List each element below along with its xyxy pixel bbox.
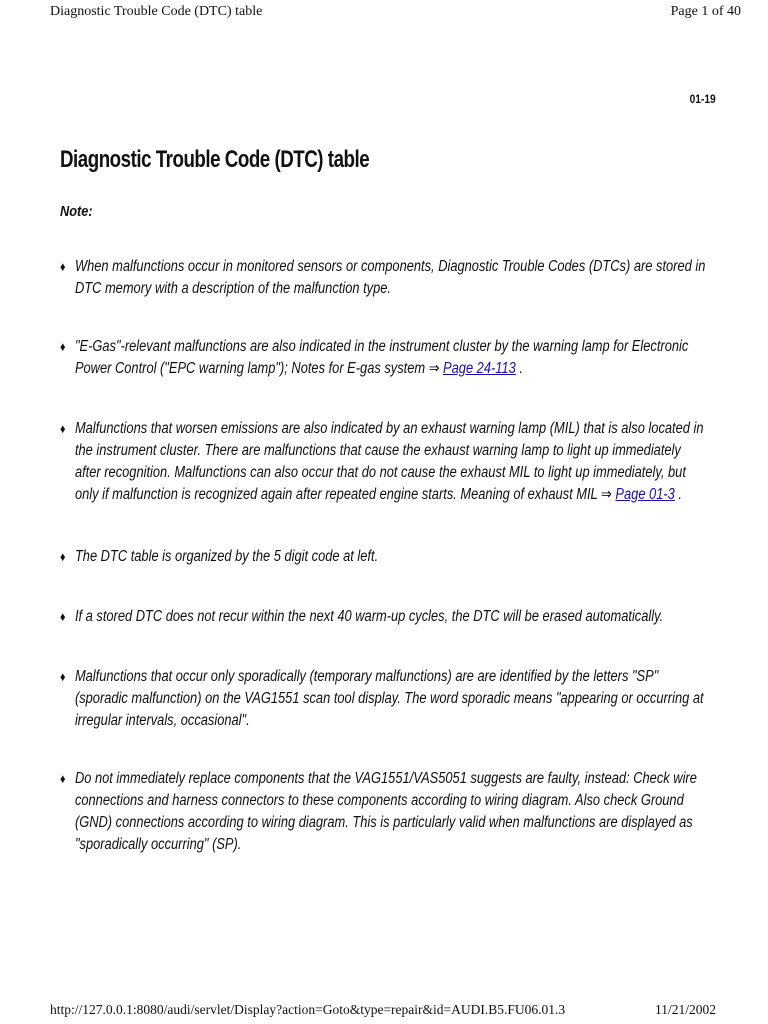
note-label: Note: [60,203,93,220]
bullet-item-sporadic [60,666,706,732]
bullet-text: Malfunctions that worsen emissions are also indicated by an exhaust warning lamp (MIL) that is also located in the instrument cluster. There are malfunctions that cause the exhaust warning lamp to light up immediately after recognition. Malfunctions can also occur that do not cause the exhaust MIL to light up immediately, but only if malfunction is recognized again after repeated engine starts. Meaning of exhaust MIL [74,420,704,503]
bullet-item-egas [60,336,706,380]
diamond-bullet-icon: ♦ [60,339,66,354]
header-page-indicator: Page 1 of 40 [670,4,741,19]
reference-code: 01-19 [689,92,716,106]
bullet-text-after: . [674,486,682,503]
bullet-item-dtc-memory [60,256,706,300]
diamond-bullet-icon: ♦ [60,549,66,564]
footer-date: 11/21/2002 [654,1002,716,1017]
bullet-text: If a stored DTC does not recur within the next 40 warm-up cycles, the DTC will be erased automatically. [74,608,664,625]
bullet-item-mil [60,418,706,506]
bullet-text: The DTC table is organized by the 5 digit code at left. [74,548,379,565]
bullet-item-erase [60,606,706,628]
bullet-text-after: . [515,360,523,377]
bullet-item-replace-components [60,768,706,856]
page-link-24-113[interactable]: Page 24-113 [443,360,516,377]
page-title: Diagnostic Trouble Code (DTC) table [60,146,370,173]
footer-url: http://127.0.0.1:8080/audi/servlet/Display?action=Goto&type=repair&id=AUDI.B5.FU06.01.3 [50,1002,566,1017]
bullet-text: Do not immediately replace components that the VAG1551/VAS5051 suggests are faulty, instead: Check wire connections and harness connectors to these components according to wiring diagram. Also check Ground (GND) connections according to wiring diagram. This is particularly valid when malfunctions are displayed as "sporadically occurring" (SP). [74,770,697,853]
bullet-item-table-organization [60,546,706,568]
arrow-right-icon: ⇒ [428,360,440,377]
arrow-right-icon: ⇒ [601,486,612,503]
bullet-text: Malfunctions that occur only sporadically (temporary malfunctions) are are identified by the letters "SP" (sporadic malfunction) on the VAG1551 scan tool display. The word sporadic means "appearing or occurring at irregular intervals, occasional". [74,668,704,729]
bullet-text: "E-Gas"-relevant malfunctions are also indicated in the instrument cluster by the warning lamp for Electronic Power Control ("EPC warning lamp"); Notes for E-gas system [74,338,689,377]
diamond-bullet-icon: ♦ [60,771,66,786]
page-link-01-3[interactable]: Page 01-3 [615,486,675,503]
diamond-bullet-icon: ♦ [60,669,66,684]
bullet-text: When malfunctions occur in monitored sensors or components, Diagnostic Trouble Codes (DTCs) are stored in DTC memory with a description of the malfunction type. [74,258,706,297]
diamond-bullet-icon: ♦ [60,421,66,436]
header-doc-title: Diagnostic Trouble Code (DTC) table [50,4,263,19]
diamond-bullet-icon: ♦ [60,259,66,274]
diamond-bullet-icon: ♦ [60,609,66,624]
